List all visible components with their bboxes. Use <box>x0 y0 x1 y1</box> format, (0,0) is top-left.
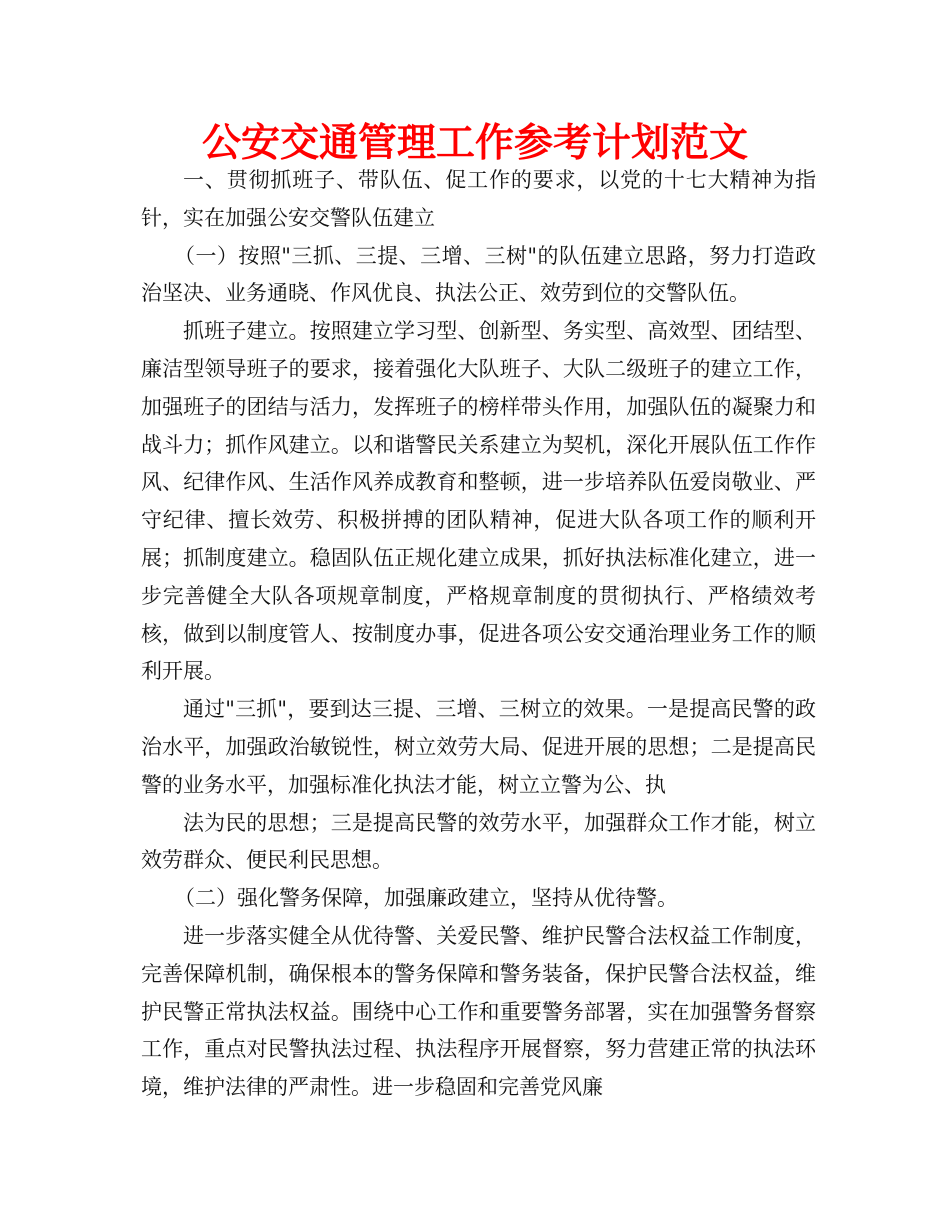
paragraph-5: 法为民的思想；三是提高民警的效劳水平，加强群众工作才能，树立效劳群众、便民利民思想。 <box>141 810 816 873</box>
paragraph-1: 一、贯彻抓班子、带队伍、促工作的要求，以党的十七大精神为指针，实在加强公安交警队伍建立 <box>141 168 816 230</box>
paragraph-6: （二）强化警务保障，加强廉政建立，坚持从优待警。 <box>174 886 678 911</box>
document-title: 公安交通管理工作参考计划范文 <box>201 121 748 166</box>
paragraph-4: 通过"三抓"，要到达三提、三增、三树立的效果。一是提高民警的政治水平，加强政治敏锐性，树立效劳大局、促进开展的思想；二是提高民警的业务水平，加强标准化执法才能，树立立警为公、执 <box>141 697 816 797</box>
paragraph-7: 进一步落实健全从优待警、关爱民警、维护民警合法权益工作制度，完善保障机制，确保根本的警务保障和警务装备，保护民警合法权益，维护民警正常执法权益。围绕中心工作和重要警务部署，实在加强警务督察工作，重点对民警执法过程、执法程序开展督察，努力营建正常的执法环境，维护法律的严肃性。进一步稳固和完善党风廉 <box>141 923 816 1100</box>
paragraph-3: 抓班子建立。按照建立学习型、创新型、务实型、高效型、团结型、廉洁型领导班子的要求，接着强化大队班子、大队二级班子的建立工作，加强班子的团结与活力，发挥班子的榜样带头作用，加强队伍的凝聚力和战斗力；抓作风建立。以和谐警民关系建立为契机，深化开展队伍工作作风、纪律作风、生活作风养成教育和整顿，进一步培养队伍爱岗敬业、严守纪律、擅长效劳、积极拼搏的团队精神，促进大队各项工作的顺利开展；抓制度建立。稳固队伍正规化建立成果，抓好执法标准化建立，进一步完善健全大队各项规章制度，严格规章制度的贯彻执行、严格绩效考核，做到以制度管人、按制度办事，促进各项公安交通治理业务工作的顺利开展。 <box>141 319 816 684</box>
document-body <box>141 162 816 1107</box>
paragraph-2: （一）按照"三抓、三提、三增、三树"的队伍建立思路，努力打造政治坚决、业务通晓、作风优良、执法公正、效劳到位的交警队伍。 <box>141 243 816 306</box>
